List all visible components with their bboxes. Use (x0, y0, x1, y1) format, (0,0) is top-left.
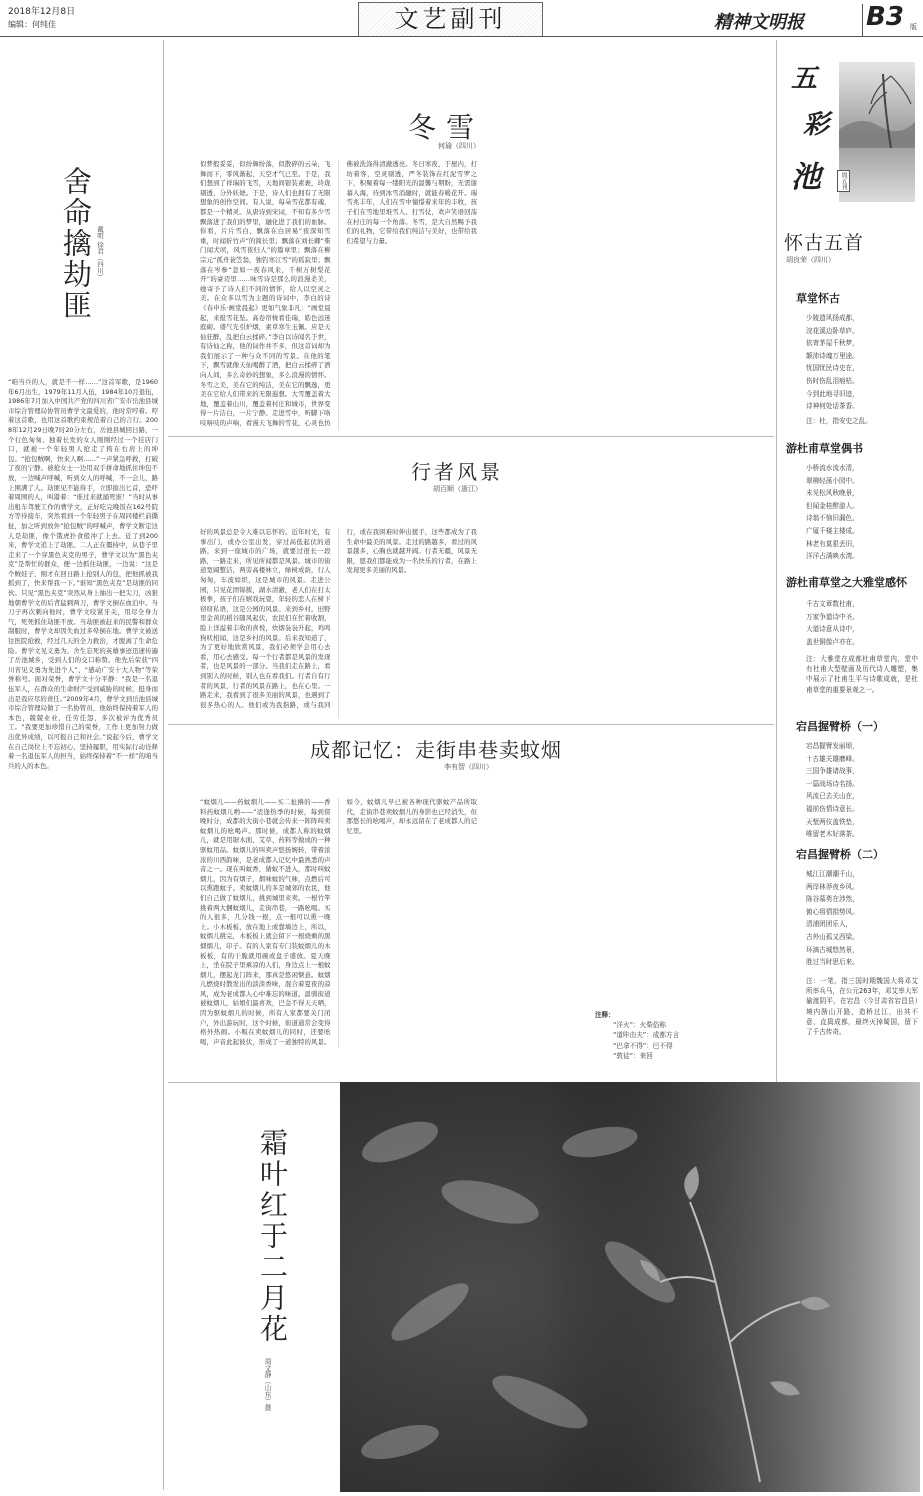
poem-line: 少陵遗风扬成都， (806, 314, 859, 322)
poem-lines (806, 598, 859, 648)
masthead-divider (862, 4, 863, 36)
poem-lines (806, 740, 859, 841)
logo-char-3: 池 (791, 160, 821, 195)
logo-char-1: 五 (791, 64, 818, 94)
poem-line: 唯留老木好落茶。 (806, 830, 859, 839)
poem-line: 伤时伤乱泪痕枯。 (806, 376, 859, 385)
chengdu-body: “蚊烟儿——药蚊烟儿——买二扯擤的——香料药蚊烟儿哟——”适逢热季的时候，每到傍晚时分，成都的大街小巷就会传来一阵阵叫卖蚊烟儿的吆喝声。那时候，成都人称的蚊烟儿，就是用锯木面、艾草、药料等做成的一种驱蚊用品。蚊烟儿的叫卖声悠扬婉转，带着浓浓的川西韵味，是老成都人记忆中最熟悉的声音之一。现在叫蚊香，猜蚁不进入，那时叫蚊烟儿，因为有烟子，烟味蚊的气味，点燃后可以熏跑蚊子。卖蚊烟儿的多是城郊的农民，他们自己做了蚊烟儿，挑到城里来卖。一根竹竿挑着两大捆蚊烟儿，走街串巷，一路吆喝。买的人很多，几分钱一根，点一根可以熏一晚上。小木板板，放在地上或靠墙边上，所以，蚊烟儿挑完，木板板上就会留下一根烧剩的黑烟烟儿，印子。有的人家有专门装蚊烟儿的木板板，有的干脆就用碗或盘子盛放。夏天晚上，坐在院子里乘凉的人们，身边点上一根蚊烟儿，摆起龙门阵来，那真是悠闲惬意。蚊烟儿燃烧时散发出的淡淡香味，混合着夏夜的凉风，成为老成都人心中难忘的味道。温驯街道被蚊烟儿，姑娘们最喜欢，巴金不得天天晒，因为驱蚊烟儿的时候，所有人家都要关门闭户，外出游玩时，这个时候，街道通常会变得格外热闹。小贩在卖蚊烟儿的同时，还要吆喝，声音此起彼伏，形成了一道独特的风景。如今，蚊烟儿早已被各种现代驱蚊产品所取代，走街串巷卖蚊烟儿的身影也已经消失，但那悠长的吆喝声，却永远留在了老成都人的记忆里。 (200, 798, 477, 1046)
poem-title: 草堂怀古 (796, 292, 840, 305)
poem-line: 但闻金桂醉游人。 (806, 501, 859, 510)
dongxue-body: 似梦般妥妥，似纷舞纷落，似散碎的云朵，飞舞而下，零风渐起，天空才气已至。于是，我们想到了祥瑞的飞雪，天地间银装素裹，玲珑剔透，分外妖娆。于是，诗人们也拥有了无限想象的创作空间。有人说，每朵雪花都有魂，都是一个精灵。从唐诗到宋词，不知有多少雪飘落进了我们的梦里，融化进了我们的血脉。你看，片片雪白，飘落在白居易“夜深知雪重，时闻折竹声”的简长里；飘落在刘长卿“柴门闻犬吠，风雪夜归人”的篇章里；飘落在柳宗元“孤舟蓑笠翁，独钓寒江雪”的孤寂里；飘落在岑参“忽如一夜春风来，千树万树梨花开”的豪迈里……咏雪诗是那么的浪漫柔美，她寄予了诗人们不同的情怀，给人以空灵之美。在众多以雪为主题的诗词中，李白的诗《春申乐·画堂晨起》更如气象非凡：“画堂晨起，来报雪花坠。高卷帘栊看佳瑞，皓色远迷庭砌。盛气光引炉烟，素草寒生玉佩。应是天仙狂醉，乱把白云揉碎。”李白以诗闻名于世，有诗仙之称，他的词作并不多，但这首词却为我们展示了一种与众不同的雪景。在他的笔下，飘雪就像天仙喝醉了酒，把白云揉碎了洒向人间，多么奇妙的想象，多么浪漫的情怀。冬雪之美，美在它的纯洁，美在它的飘逸，更美在它给人们带来的无限遐想。大雪覆盖着大地，覆盖着山川，覆盖着村庄和城市，世界变得一片洁白，一片宁静。走进雪中，听脚下咯吱咯吱的声响，看漫天飞舞的雪花，心灵也仿佛被洗涤得清澈透亮。冬日寒夜，于屋内，打坊着客，空灵剔透，严冬装饰在红泥雪罗之下，积聚着每一缕阳光的温馨与期盼，无需谢幕入海，待到冰雪消融时，就能春暖花开。瑞雪兆丰年，人们在雪中憧憬着来年的丰收，孩子们在雪地里堆雪人、打雪仗，欢声笑语回荡在村庄的每一个角落。冬雪，是大自然赐予我们的礼物，它带给我们纯洁与美好，也带给我们希望与力量。 (200, 160, 477, 428)
section-title: 文艺副刊 (394, 5, 507, 33)
poem-line: 广厦千楼主楼成。 (806, 526, 859, 535)
dongxue-title: 冬雪 (408, 111, 485, 144)
poem-lines (806, 462, 859, 563)
chengdu-note-item: “洋火”：火柴俗称 (613, 1021, 666, 1030)
xingzhe-body: 好的风景总是令人难以忘怀的。近年时光，有事出门，或办公室出发，穿过高低起伏的道路，来到一座城市的广场，就要过很长一段路，一路走来，所见所闻都是风景。城市的街道宽阔整洁，两旁高楼林立，绿树成荫，行人匆匆，车流如织，这是城市的风景。走进公园，只见花团锦簇，湖水清澈，老人们在打太极拳，孩子们在嬉戏玩耍，年轻的恋人在树下窃窃私语，这是公园的风景。来到乡村，田野里金黄的稻谷随风起伏，农民们在忙着收割，脸上洋溢着丰收的喜悦，炊烟袅袅升起，鸡鸣狗吠相闻，这是乡村的风景。后来我知道了，为了更好地欣赏风景，我们必须学会用心去看，用心去感受。每一个行者都是风景的发现者，也是风景的一部分。当我们走在路上，看到别人的时候，别人也在看我们。行者自有行者的风景，行者的风景在路上，也在心里。一路走来，我看到了很多美丽的风景，也遇到了很多热心的人。他们或为我指路，或与我同行，或在我困难时伸出援手，这些都成为了我生命中最美的风景。走过的路越多，看过的风景越多，心胸也就越开阔。行者无疆，风景无限，愿我们都能成为一名快乐的行者，在路上发现更多美丽的风景。 (200, 528, 477, 709)
poem-line: 城江江潮潮千山， (806, 870, 859, 878)
poem-line: 林老有莫狠丢旧， (806, 539, 859, 548)
chengdu-note-item: “巴拿不得”：巴不得 (613, 1041, 673, 1050)
poem-line: 十古雄关雄磨峰。 (806, 754, 859, 763)
poem-note: 注：一笔，指三国时期魏国大将邓艾所率兵马，在公元263年，邓艾率大军偷渡阴平，在宕昌（今甘肃省宕昌县）境内凿山开路，造桥过江，出其不意，直捣成都，最终灭掉蜀国，留下了千古传奇。 (806, 977, 918, 1037)
divider-2 (168, 724, 774, 725)
chengdu-title: 成都记忆：走街串巷卖蚊烟 (310, 738, 562, 762)
poem-line: 天堑两仪盖铁垫， (806, 817, 859, 826)
poem-title: 宕昌握臂桥（一） (796, 720, 884, 733)
poem-line: 洋洋占满映水湾。 (806, 552, 859, 561)
frost-leaves-photo-icon (340, 1082, 920, 1492)
chengdu-note-item: “敦徒”：来回 (613, 1051, 653, 1060)
poem-title: 宕昌握臂桥（二） (796, 848, 884, 861)
logo-sub: 周五刊 (837, 170, 850, 192)
poem-note: 注：大雅堂在成都杜甫草堂内，堂中有杜甫大型壁画及历代诗人雕塑，集中展示了杜甫生平与诗歌成就，是杜甫草堂的重要景观之一。 (806, 655, 918, 694)
poem-line: 诗神何处话茶香。 (806, 402, 859, 411)
poem-lines (806, 868, 859, 969)
page-number: B3 (866, 2, 904, 32)
poem-line: 陈谷慕勇在涉然， (806, 895, 859, 904)
divider-1 (168, 436, 774, 437)
section-title-box (358, 2, 543, 37)
poem-line: 浣花溪边卧草庐。 (806, 326, 859, 335)
poem-note: 注：杜，指安史之乱。 (806, 417, 872, 425)
dongxue-byline: 何瑜（四川） (438, 142, 480, 150)
issue-date: 2018年12月8日 (8, 7, 76, 17)
chengdu-notes (595, 1010, 770, 1061)
poem-line: 清浦团团乐人， (806, 920, 853, 929)
xingzhe-title: 行者风景 (411, 460, 503, 484)
poem-line: 古外山孤又西梁。 (806, 932, 859, 941)
poem-line: 胜过当时思后来。 (806, 958, 859, 967)
poem-line: 盖世铜像卢亦在。 (806, 637, 859, 646)
right-column-rule (776, 40, 777, 1082)
poem-line: 依寄茅屋千秋梦， (806, 339, 859, 348)
poem-line: 翠柳轻荡小园中。 (806, 476, 859, 485)
poem-line: 今到此地寻旧迹， (806, 389, 859, 398)
shemeng-title-block (56, 166, 96, 366)
poem-line: 两岸林莽夜乡风。 (806, 882, 859, 891)
poem-line: 大道诗意从诗中， (806, 625, 859, 634)
chengdu-notes-label: 注释： (595, 1011, 615, 1019)
poem-line: 颠沛诗魂万里途。 (806, 351, 859, 360)
poem-line: 一篇战场诗名扬。 (806, 779, 859, 788)
huaigu-title: 怀古五首 (784, 232, 865, 254)
poem-title: 游杜甫草堂之大雅堂感怀 (786, 576, 907, 589)
masthead: 精神文明报 (714, 12, 804, 33)
poem-line: 宕昌握臂发丽颂， (806, 742, 859, 750)
chengdu-note-item: “道咔由夫”：成都方言 (613, 1031, 680, 1040)
logo-char-2: 彩 (803, 110, 830, 140)
left-column-rule (163, 40, 164, 1490)
poem-line: 未见松风秋晚景， (806, 489, 859, 498)
poem-lines (806, 312, 859, 413)
poem-line: 小桥流水流水清， (806, 464, 859, 472)
poem-line: 万家争道诗中圣。 (806, 612, 859, 621)
shemeng-body: “咱当兵的人，就是不一样……”这首军歌，是1960年6月出生，1979年11月入伍，1984年10月退伍，1986年7月加入中国共产党的四川省广安市岳池县城市综合管理局协管员曹学文最爱的，他时常哼着。哼着这首歌，也用这首歌约束规范着自己的言行。2008年12月29日晚7时20分左右，岳池县城回日路，一个行色匆匆、独着长发的女人刚刚经过一个挂店门口，就被一个年轻男人抢走了挎在右肩上的坤包。“抢包贼啊，快来人啊……”一声紧急呼救，打破了夜的宁静。被抢女士一边用双手拼命地抓住坤包不放，一边喊声呼喊，听到女人的呼喊，不一会儿，路上围满了人。劫匪见不能得手，立即拔出匕首，恐吓着周围的人，叫嚣着：“谁过来就捅死谁！”当时从事出租车驾驶工作的曹学文，正好吃完晚饭在162号院方等待接车，突然看到一个年轻男子在周同楼栏前撕扯，加之听到放外“抢包贼”的呼喊声，曹学文断定这人是劫匪，像个饿虎扑食般冲了上去。近了到200米，曹学文追上了劫匪。二人正在僵持中，从巷子里走来了一个穿黑色夹克的男子，曹学文以为“黑色夹克”是帮忙的群众，便一边抓住劫匪，一边说：“这是个贼娃子，刚才在回日路上抢别人的包，把他抓被我抓到了，快来帮我一下。”谁知“黑色夹克”是劫匪的同伙。只见“黑色夹克”突然从身上抽出一把尖刀，凶狠地朝曹学文的后背猛刺两刀，曹学文倒在血泊中。当刀子再次刺向他时，曹学文咬紧牙关，用尽全身力气，死死抓住劫匪不放。当劫匪被赶来的民警和群众制服时，曹学文却因失血过多晕倒在地。曹学文被送往医院抢救，经过几天的全力救治，才脱离了生命危险。曹学文见义勇为、舍生忘死的英雄事迹迅速传遍了岳池城乡，受到人们的交口称赞。他先后荣获“四川省见义勇为先进个人”、“感动广安十大人物”等荣誉称号。面对荣誉，曹学文十分平静：“我是一名退伍军人，在群众的生命财产受到威胁的时候，挺身而出是我应尽的责任。”2009年4月，曹学文到岳池县城市综合管理局做了一名协管员，他始终保持着军人的本色，兢兢业业，任劳任怨，多次被评为优秀员工。“我要更加珍惜自己的荣誉，工作上更加努力做出优异成绩，以可报自己和社会。”说起今后，曹学文在自己岗位上不忘初心，坚持履职，用实际行动诠释着一名退伍军人的担当，始终保持着“不一样”的咱当兵的人的本色。 (8, 378, 158, 770)
poem-line: 三国争雄诸战事， (806, 767, 859, 776)
header-rule (0, 36, 923, 37)
xingzhe-byline: 胡百顺（浙江） (433, 485, 482, 493)
poem-line: 环滴古城悠然景， (806, 945, 859, 954)
poem-title: 游杜甫草堂偶书 (786, 442, 863, 455)
page-suffix: 版 (910, 23, 917, 31)
poem-line: 福前伤情诗意长。 (806, 804, 859, 813)
poem-line: 风流已去关山在， (806, 792, 859, 801)
leaves-photo (340, 1082, 920, 1492)
poem-line: 忧国忧民诗史在， (806, 364, 859, 373)
shuangye-title: 霜叶红于二月花 (256, 1128, 289, 1345)
column-logo (787, 52, 917, 212)
shemeng-byline: 戴明 徐君（四川） (96, 226, 104, 281)
poem-line: 俯心将情捐势风。 (806, 907, 859, 916)
shemeng-title: 舍命擒劫匪 (59, 166, 93, 321)
chengdu-byline: 李有智（四川） (444, 763, 493, 771)
poem-line: 千古文章数杜甫， (806, 600, 859, 608)
shuangye-byline: 周文静（山东）摄 (263, 1358, 271, 1411)
huaigu-byline: 胡良荣（四川） (786, 256, 835, 264)
poem-line: 诗翁不恼旧漏色， (806, 514, 859, 523)
editor-credit: 编辑：何纯佳 (8, 20, 56, 29)
